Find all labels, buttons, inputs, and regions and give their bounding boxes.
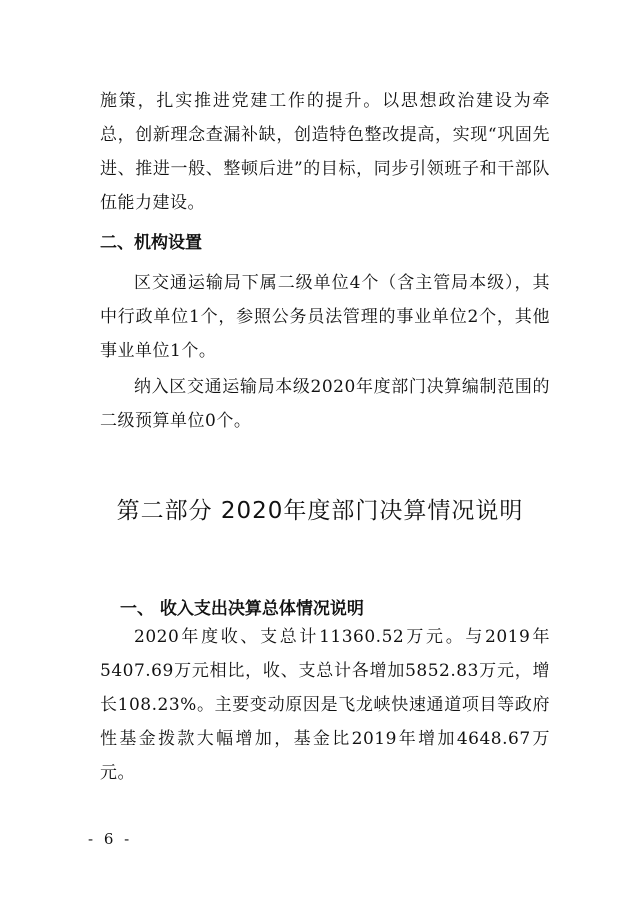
paragraph-organization-units: 区交通运输局下属二级单位4个（含主管局本级），其中行政单位1个，参照公务员法管理的事业单位2个，其他事业单位1个。 bbox=[100, 273, 550, 361]
section-heading-organization: 二、机构设置 bbox=[100, 233, 202, 253]
paragraph-budget-units: 纳入区交通运输局本级2020年度部门决算编制范围的二级预算单位0个。 bbox=[100, 377, 550, 431]
paragraph-party-building: 施策，扎实推进党建工作的提升。以思想政治建设为牵总，创新理念查漏补缺，创造特色整改提高，实现“巩固先进、推进一般、整顿后进”的目标，同步引领班子和干部队伍能力建设。 bbox=[100, 91, 550, 213]
part-title: 第二部分 2020年度部门决算情况说明 bbox=[116, 498, 524, 524]
page-number: - 6 - bbox=[88, 830, 133, 848]
paragraph-income-expense-summary: 2020年度收、支总计11360.52万元。与2019年5407.69万元相比，收、支总计各增加5852.83万元，增长108.23%。主要变动原因是飞龙峡快速通道项目等政府性基金拨款大幅增加，基金比2019年增加4648.67万元。 bbox=[100, 627, 550, 783]
section-heading-income-expense: 一、 收入支出决算总体情况说明 bbox=[120, 599, 364, 619]
